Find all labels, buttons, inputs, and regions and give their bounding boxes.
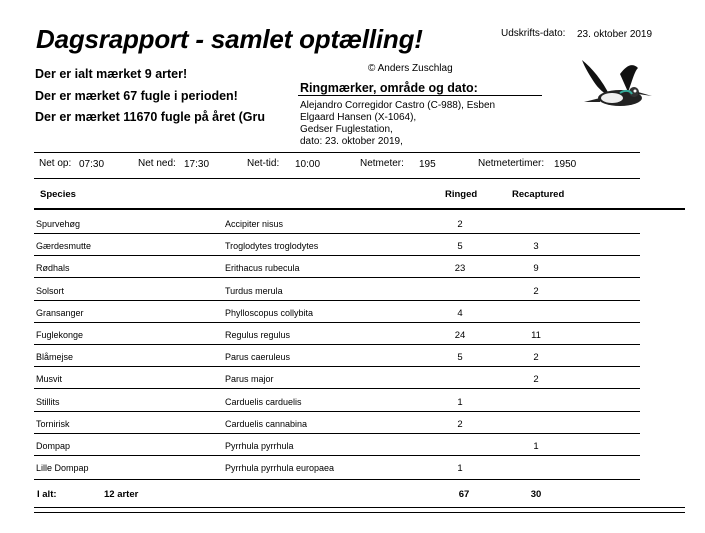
species-latin: Troglodytes troglodytes <box>225 241 319 251</box>
species-latin: Regulus regulus <box>225 330 291 340</box>
total-species-count: 12 arter <box>104 489 139 500</box>
recaptured-count: 3 <box>533 241 539 252</box>
ringers-line: Gedser Fuglestation, <box>300 124 393 135</box>
netmeter-label: Netmeter: <box>360 158 404 169</box>
ringed-count: 23 <box>454 263 466 274</box>
row-divider <box>34 344 640 345</box>
ringed-count: 5 <box>457 352 463 363</box>
netmeter-value: 195 <box>419 159 436 170</box>
net-ned-label: Net ned: <box>138 158 176 169</box>
net-tid-value: 10:00 <box>295 159 321 170</box>
recaptured-count: 2 <box>533 352 539 363</box>
species-name: Rødhals <box>36 263 70 273</box>
summary-species: Der er ialt mærket 9 arter! <box>35 67 188 81</box>
recaptured-count: 2 <box>533 374 539 385</box>
netmetertimer-value: 1950 <box>554 159 577 170</box>
row-divider <box>34 233 640 234</box>
ringers-heading: Ringmærker, område og dato: <box>300 81 478 95</box>
footer-rule <box>34 507 685 508</box>
ringed-count: 1 <box>457 397 463 408</box>
species-name: Gærdesmutte <box>36 241 92 251</box>
species-latin: Accipiter nisus <box>225 219 284 229</box>
row-divider <box>34 255 640 256</box>
print-date-label: Udskrifts-dato: <box>501 28 566 39</box>
species-name: Gransanger <box>36 308 84 318</box>
total-ringed: 67 <box>458 489 470 500</box>
recaptured-count: 1 <box>533 441 539 452</box>
print-date-value: 23. oktober 2019 <box>577 29 653 40</box>
ringed-count: 4 <box>457 308 463 319</box>
net-tid-label: Net-tid: <box>247 158 280 169</box>
species-latin: Turdus merula <box>225 286 283 296</box>
bird-logo <box>580 58 660 118</box>
net-ned-value: 17:30 <box>184 159 210 170</box>
ringed-count: 2 <box>457 419 463 430</box>
divider <box>34 178 640 179</box>
ringed-count: 24 <box>454 330 466 341</box>
net-op-value: 07:30 <box>79 159 105 170</box>
species-name: Dompap <box>36 441 71 451</box>
net-op-label: Net op: <box>39 158 72 169</box>
species-name: Solsort <box>36 286 65 296</box>
summary-year: Der er mærket 11670 fugle på året (Gru <box>35 110 265 124</box>
species-name: Spurvehøg <box>36 219 81 229</box>
species-latin: Parus caeruleus <box>225 352 291 362</box>
ringers-line: Elgaard Hansen (X-1064), <box>300 112 417 123</box>
summary-period: Der er mærket 67 fugle i perioden! <box>35 89 238 103</box>
row-divider <box>34 455 640 456</box>
species-latin: Carduelis cannabina <box>225 419 308 429</box>
row-divider <box>34 322 640 323</box>
recaptured-count: 9 <box>533 263 539 274</box>
col-header-recaptured: Recaptured <box>512 189 565 200</box>
ringed-count: 5 <box>457 241 463 252</box>
row-divider <box>34 277 640 278</box>
species-latin: Pyrrhula pyrrhula <box>225 441 294 451</box>
ringers-line: dato: 23. oktober 2019, <box>300 136 403 147</box>
species-name: Lille Dompap <box>36 463 89 473</box>
row-divider <box>34 366 640 367</box>
species-latin: Pyrrhula pyrrhula europaea <box>225 463 335 473</box>
row-divider <box>34 300 640 301</box>
row-divider <box>34 433 640 434</box>
ringers-line: Alejandro Corregidor Castro (C-988), Esben <box>300 100 496 111</box>
total-recaptured: 30 <box>530 489 542 500</box>
species-name: Musvit <box>36 374 63 384</box>
total-label: I alt: <box>37 489 57 500</box>
species-latin: Carduelis carduelis <box>225 397 302 407</box>
recaptured-count: 2 <box>533 286 539 297</box>
species-latin: Erithacus rubecula <box>225 263 300 273</box>
ringers-underline <box>298 95 542 96</box>
footer-rule <box>34 512 685 513</box>
row-divider <box>34 388 640 389</box>
divider <box>34 152 640 153</box>
species-name: Stillits <box>36 397 60 407</box>
col-header-species: Species <box>40 189 76 200</box>
netmetertimer-label: Netmetertimer: <box>478 158 545 169</box>
species-latin: Phylloscopus collybita <box>225 308 314 318</box>
header-rule <box>34 208 685 210</box>
species-name: Fuglekonge <box>36 330 84 340</box>
species-latin: Parus major <box>225 374 274 384</box>
report-title: Dagsrapport - samlet optælling! <box>36 24 423 54</box>
recaptured-count: 11 <box>531 330 541 341</box>
ringed-count: 1 <box>457 463 463 474</box>
species-name: Blåmejse <box>36 352 74 362</box>
ringed-count: 2 <box>457 219 463 230</box>
row-divider <box>34 411 640 412</box>
divider <box>34 479 640 480</box>
species-name: Tornirisk <box>36 419 70 429</box>
col-header-ringed: Ringed <box>445 189 478 200</box>
copyright: © Anders Zuschlag <box>368 63 453 74</box>
